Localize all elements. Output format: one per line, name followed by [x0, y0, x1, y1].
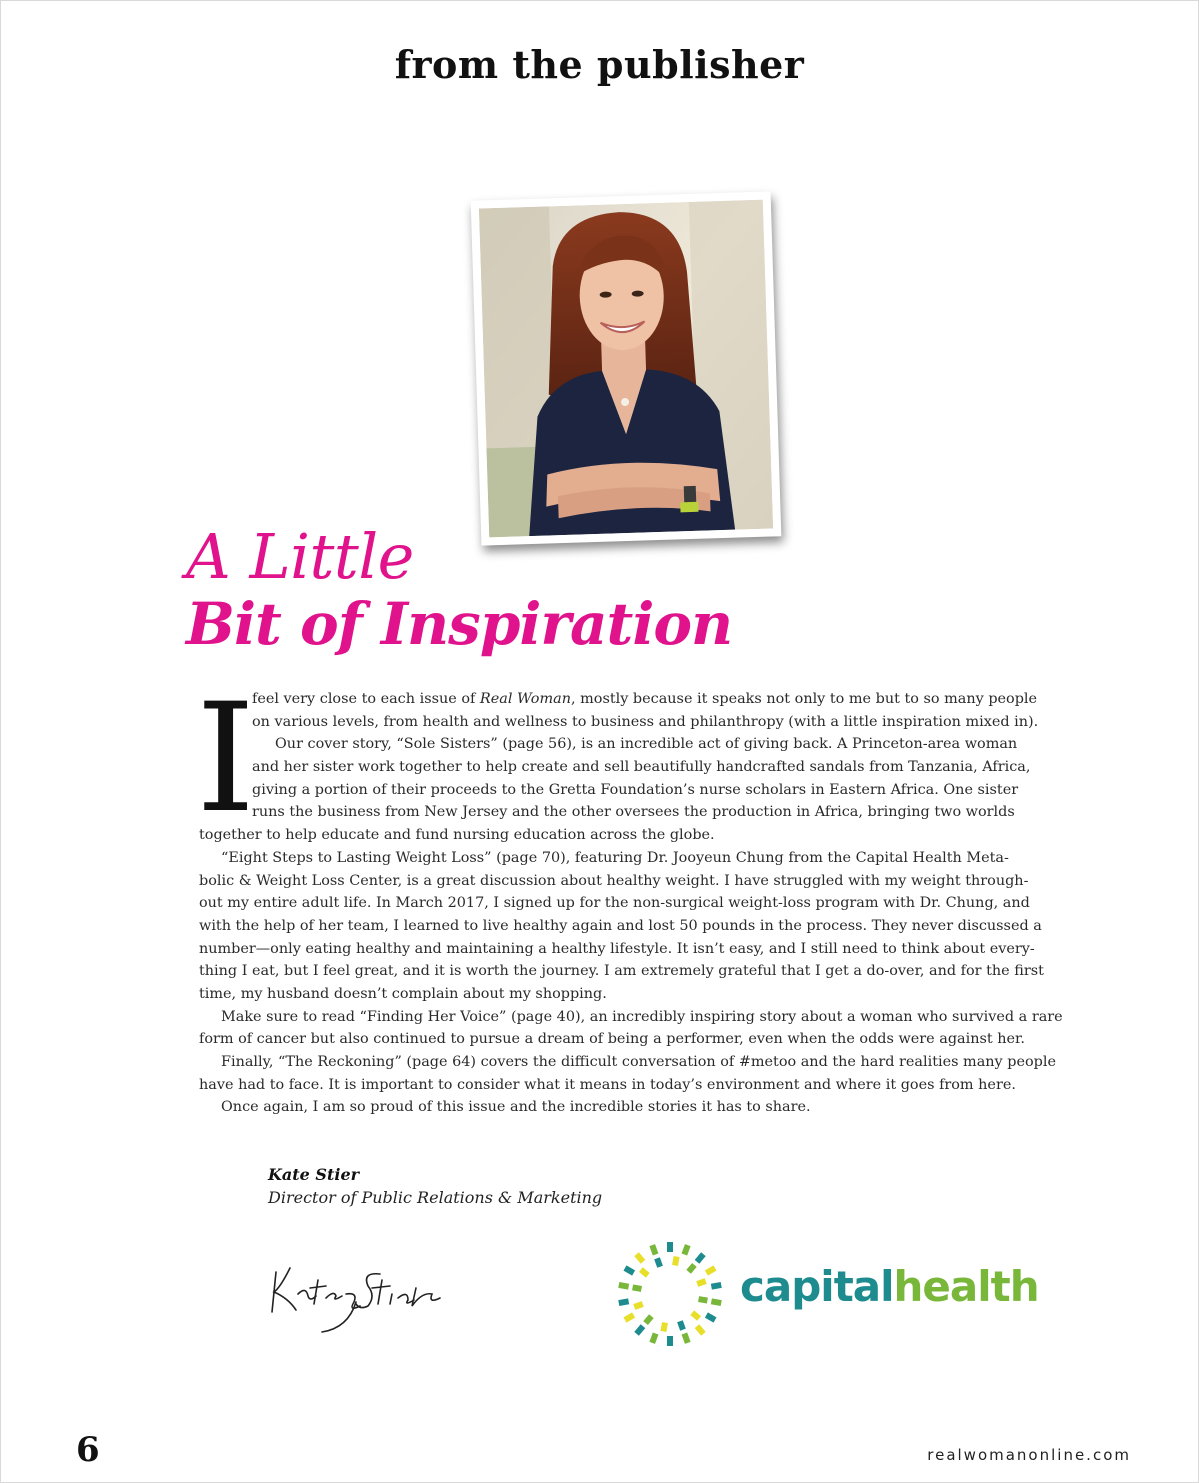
capital-health-logo-icon [614, 1238, 726, 1350]
author-name: Kate Stier [268, 1165, 360, 1184]
page-number: 6 [76, 1430, 100, 1470]
publisher-photo [471, 191, 782, 545]
article-line: thing I eat, but I feel great, and it is worth the journey. I am extremely grateful that I get a do-over, and for the first [199, 963, 1044, 980]
article-line: Finally, “The Reckoning” (page 64) covers the difficult conversation of #metoo and the hard realities many people [221, 1054, 1056, 1070]
drop-cap: I [196, 672, 256, 846]
article-line: Our cover story, “Sole Sisters” (page 56), is an incredible act of giving back. A Princeton-area woman [275, 736, 1018, 753]
author-title: Director of Public Relations & Marketing [268, 1188, 603, 1207]
article-body [199, 688, 1063, 1119]
headline-line-1: A Little [186, 520, 414, 593]
article-line: number—only eating healthy and maintaining a healthy lifestyle. It isn’t easy, and I still need to think about every- [199, 940, 1035, 957]
article-line: form of cancer but also continued to pursue a dream of being a performer, even when the odds were against her. [199, 1031, 1025, 1048]
signature-image [262, 1250, 452, 1340]
headline-line-2: Bit of Inspiration [186, 590, 733, 658]
article-line: feel very close to each issue of Real Woman, mostly because it speaks not only to me but to so many people [252, 691, 1038, 707]
article-line: together to help educate and fund nursing education across the globe. [199, 827, 715, 844]
article-line: runs the business from New Jersey and the other oversees the production in Africa, bringing two worlds [252, 804, 1015, 821]
article-line: on various levels, from health and wellness to business and philanthropy (with a little inspiration mixed in). [252, 713, 1039, 730]
capital-health-logo-text: capitalhealth [740, 1262, 1039, 1311]
article-line: Make sure to read “Finding Her Voice” (page 40), an incredibly inspiring story about a woman who survived a rare [221, 1008, 1063, 1025]
article-line: with the help of her team, I learned to live healthy again and lost 50 pounds in the process. They never discussed a [199, 917, 1042, 934]
site-url: realwomanonline.com [927, 1446, 1131, 1464]
article-line: bolic & Weight Loss Center, is a great discussion about healthy weight. I have struggled with my weight through- [199, 872, 1029, 889]
article-line: Once again, I am so proud of this issue and the incredible stories it has to share. [221, 1099, 811, 1116]
magazine-name: Real Woman [479, 691, 571, 707]
article-line: and her sister work together to help create and sell beautifully handcrafted sandals from Tanzania, Africa, [252, 759, 1031, 776]
section-title: from the publisher [394, 42, 805, 87]
article-line: have had to face. It is important to consider what it means in today’s environment and where it goes from here. [199, 1076, 1016, 1093]
article-line: giving a portion of their proceeds to the Gretta Foundation’s nurse scholars in Eastern Africa. One sister [252, 781, 1019, 798]
article-line: time, my husband doesn’t complain about my shopping. [199, 985, 607, 1002]
article-line: “Eight Steps to Lasting Weight Loss” (page 70), featuring Dr. Jooyeun Chung from the Capital Health Meta- [221, 849, 1009, 866]
portrait-image [479, 200, 773, 538]
article-line: out my entire adult life. In March 2017, I signed up for the non-surgical weight-loss program with Dr. Chung, and [199, 895, 1030, 912]
